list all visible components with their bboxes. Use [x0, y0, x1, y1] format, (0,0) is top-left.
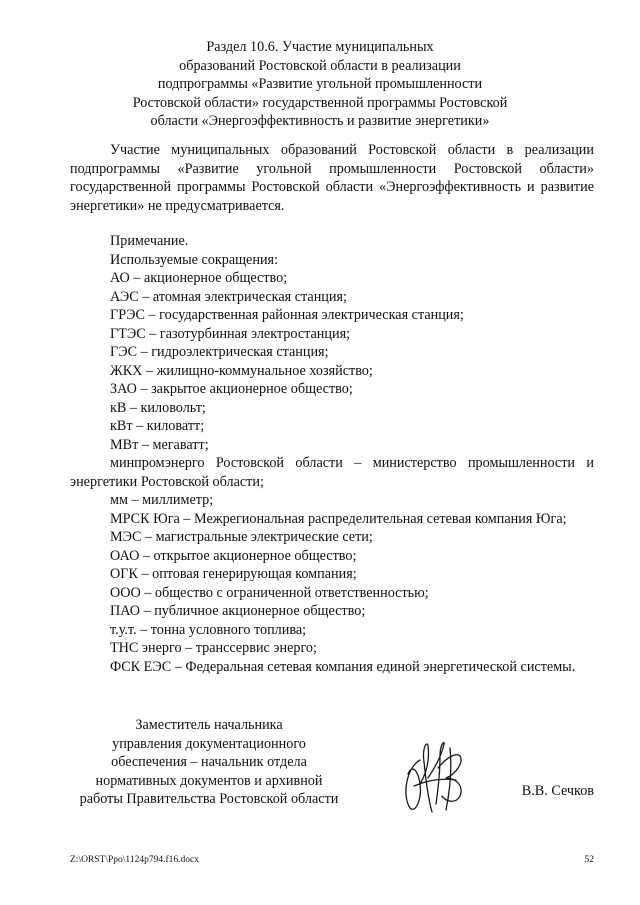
- signer-position-line: нормативных документов и архивной: [95, 772, 323, 789]
- abbreviation-item: МЭС – магистральные электрические сети;: [110, 529, 373, 545]
- abbreviation-item: ГЭС – гидроэлектрическая станция;: [110, 344, 329, 360]
- heading-line: области «Энергоэффективность и развитие энергетики»: [150, 113, 490, 130]
- heading-line: Ростовской области» государственной программы Ростовской: [132, 94, 508, 111]
- file-path: Z:\ORST\Ppo\1124p794.f16.docx: [70, 855, 199, 865]
- abbreviation-item: ТНС энерго – транссервис энерго;: [110, 640, 317, 656]
- signer-position-line: работы Правительства Ростовской области: [79, 791, 339, 808]
- signer-position-line: обеспечения – начальник отдела: [111, 754, 307, 771]
- intro-paragraph: Участие муниципальных образований Ростовской области в реализации подпрограммы «Развитие угольной промышленности Ростовской области» государственной программы Ростовской области «Энергоэффективность и развитие энергетики» не предусматривается.: [70, 142, 594, 214]
- abbreviation-item: ЗАО – закрытое акционерное общество;: [110, 381, 353, 397]
- abbreviation-item: минпромэнерго Ростовской области – министерство промышленности и энергетики Ростовской области;: [70, 455, 594, 490]
- abbreviation-item: ЖКХ – жилищно-коммунальное хозяйство;: [110, 362, 373, 379]
- signer-position-line: Заместитель начальника: [135, 717, 283, 733]
- heading-line: Раздел 10.6. Участие муниципальных: [206, 39, 434, 55]
- abbreviation-item: мм – миллиметр;: [110, 492, 214, 508]
- page-number: 52: [584, 855, 594, 865]
- abbreviation-item: АО – акционерное общество;: [110, 270, 288, 286]
- abbreviation-item: кВ – киловольт;: [110, 399, 206, 416]
- abbreviation-item: МВт – мегаватт;: [110, 436, 209, 453]
- handwritten-signature: [398, 738, 472, 816]
- heading-line: образований Ростовской области в реализации: [179, 57, 461, 74]
- signer-position-line: управления документационного: [112, 735, 306, 752]
- abbreviation-item: АЭС – атомная электрическая станция;: [110, 288, 347, 305]
- notes-lead: Используемые сокращения:: [110, 251, 279, 268]
- abbreviation-item: ОАО – открытое акционерное общество;: [110, 547, 357, 564]
- signer-position: [70, 716, 348, 809]
- notes-title: Примечание.: [110, 233, 189, 249]
- abbreviation-item: ПАО – публичное акционерное общество;: [110, 603, 366, 619]
- abbreviation-item: МРСК Юга – Межрегиональная распределительная сетевая компания Юга;: [110, 510, 567, 527]
- section-heading: [110, 38, 530, 131]
- notes-section: [70, 232, 594, 676]
- abbreviation-item: ООО – общество с ограниченной ответственностью;: [110, 584, 429, 601]
- abbreviation-item: ГТЭС – газотурбинная электростанция;: [110, 325, 351, 342]
- abbreviation-item: кВт – киловатт;: [110, 418, 205, 434]
- abbreviation-item: ОГК – оптовая генерирующая компания;: [110, 566, 357, 582]
- abbreviation-item: ГРЭС – государственная районная электрическая станция;: [110, 307, 464, 323]
- heading-line: подпрограммы «Развитие угольной промышленности: [157, 76, 483, 93]
- signer-name: В.В. Сечков: [521, 783, 594, 799]
- abbreviation-item: ФСК ЕЭС – Федеральная сетевая компания единой энергетической системы.: [110, 658, 576, 675]
- abbreviation-item: т.у.т. – тонна условного топлива;: [110, 621, 307, 638]
